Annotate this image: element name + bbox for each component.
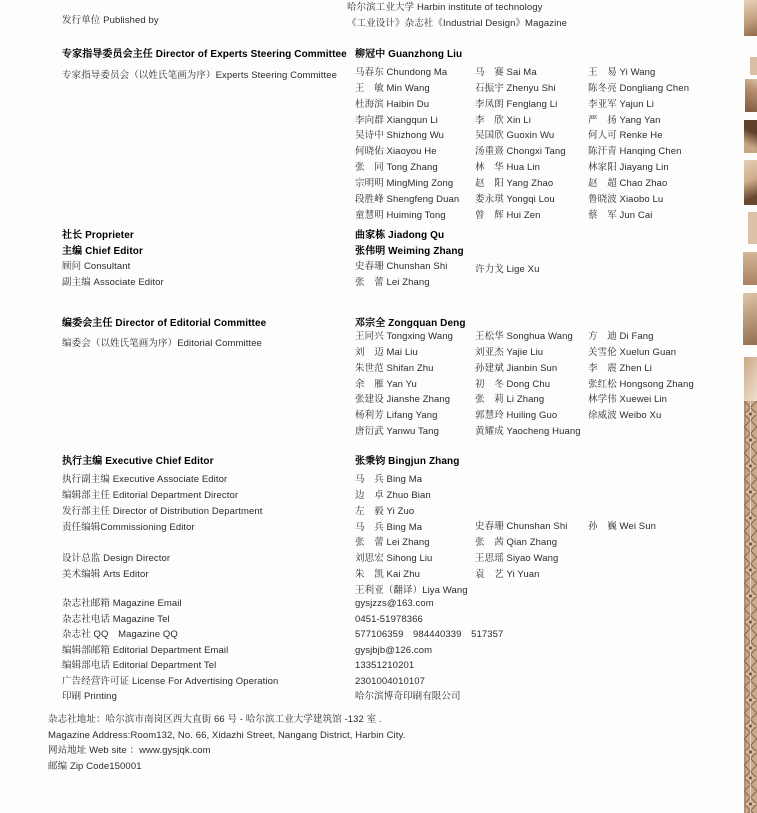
list-item: 577106359 984440339 517357 (355, 629, 504, 640)
list-item: 关雪伦 Xuelun Guan (588, 346, 677, 358)
list-item: 黄耀成 Yaocheng Huang (475, 426, 581, 438)
list-item: 杜海滨 Haibin Du (355, 98, 430, 110)
list-item: 2301004010107 (355, 675, 425, 687)
chief-editor-label: 主编 Chief Editor (62, 245, 143, 257)
list-item: 李 欣 Xin Li (475, 114, 531, 126)
list-item: 林 华 Hua Lin (475, 162, 540, 174)
executive-role-labels (62, 472, 263, 583)
photo-edge-fragment (744, 0, 757, 36)
contact-labels (62, 596, 278, 705)
address-line-cn: 杂志社地址：哈尔滨市南岗区西大直街 66 号 - 哈尔滨工业大学建筑馆 -132 室 . (48, 714, 382, 725)
list-item: 责任编辑Commissioning Editor (62, 521, 195, 533)
list-item: 刘 迈 Mai Liu (355, 346, 418, 358)
list-item (62, 535, 263, 551)
consultant-name-2: 许力戈 Lige Xu (475, 264, 540, 275)
list-item: 林学伟 Xuewei Lin (588, 394, 668, 406)
list-item: 发行部主任 Director of Distribution Department (62, 505, 263, 517)
publisher-label: 发行单位 Published by (62, 15, 159, 26)
list-item: 张红松 Hongsong Zhang (588, 378, 694, 390)
list-item: 执行副主编 Executive Associate Editor (62, 474, 228, 485)
list-item: 李 震 Zhen Li (588, 362, 652, 374)
executive-names-column-1 (355, 472, 468, 599)
footer-address-block (48, 712, 405, 775)
list-item: 严 扬 Yang Yan (588, 114, 661, 126)
editorial-committee-column-1 (355, 329, 453, 440)
list-item: 方 迪 Di Fang (588, 331, 654, 342)
list-item: 宗明明 MingMing Zong (355, 177, 454, 189)
list-item: 林家阳 Jiayang Lin (588, 162, 669, 174)
list-item: 吴国欣 Guoxin Wu (475, 130, 555, 142)
editorial-subtitle: 编委会（以姓氏笔画为序）Editorial Committee (62, 338, 262, 349)
list-item: 汤重熹 Chongxi Tang (475, 146, 566, 158)
editorial-committee-column-3 (588, 329, 694, 424)
executive-chief-editor-name: 张秉钧 Bingjun Zhang (355, 456, 460, 467)
list-item: 何人可 Renke He (588, 130, 663, 142)
list-item: 童慧明 Huiming Tong (355, 209, 446, 221)
photo-edge-fragment (745, 79, 757, 112)
leadership-labels (62, 228, 164, 291)
list-item: 朱 凯 Kai Zhu (355, 569, 420, 581)
photo-edge-fragment (744, 357, 757, 401)
list-item: 王 易 Yi Wang (588, 67, 656, 78)
list-item: 广告经营许可证 License For Advertising Operation (62, 675, 279, 687)
list-item: gysjzzs@163.com (355, 598, 434, 609)
list-item: 初 冬 Dong Chu (475, 378, 551, 390)
editorial-title: 编委会主任 Director of Editorial Committee (62, 318, 267, 329)
contact-values (355, 596, 503, 705)
bamboo-lattice-photo-strip (744, 401, 757, 813)
list-item: 编辑部电话 Editorial Department Tel (62, 660, 217, 671)
list-item: 张建设 Jianshe Zhang (355, 394, 451, 406)
list-item: 李向群 Xiangqun Li (355, 114, 438, 126)
list-item: 哈尔滨博奇印刷有限公司 (355, 691, 461, 702)
proprieter-name: 曲家栋 Jiadong Qu (355, 230, 445, 241)
list-item: 王 敏 Min Wang (355, 82, 430, 94)
list-item: 石振宇 Zhenyu Shi (475, 82, 556, 94)
executive-title: 执行主编 Executive Chief Editor (62, 456, 214, 467)
list-item: 徐威波 Weibo Xu (588, 410, 662, 422)
consultant-name-1: 史春珊 Chunshan Shi (355, 261, 448, 273)
list-item: 张 茜 Qian Zhang (475, 536, 558, 548)
photo-edge-fragment (743, 293, 757, 345)
list-item: 马春东 Chundong Ma (355, 67, 448, 78)
list-item: 娄永琪 Yongqi Lou (475, 193, 555, 205)
list-item: 李凤朗 Fenglang Li (475, 98, 558, 110)
proprieter-label: 社长 Proprieter (62, 230, 134, 241)
list-item: 印刷 Printing (62, 691, 117, 702)
list-item: 郭慧玲 Huiling Guo (475, 410, 558, 422)
list-item: 陈冬亮 Dongliang Chen (588, 82, 690, 94)
list-item: 杂志社 QQ Magazine QQ (62, 629, 178, 640)
list-item: 编辑部主任 Editorial Department Director (62, 489, 239, 501)
list-item: 马 赛 Sai Ma (475, 67, 537, 78)
list-item: 马 兵 Bing Ma (355, 521, 423, 533)
list-item: 李亚军 Yajun Li (588, 98, 654, 110)
publisher-magazine: 《工业设计》杂志社《Industrial Design》Magazine (347, 18, 568, 29)
chief-editor-name: 张伟明 Weiming Zhang (355, 245, 464, 257)
list-item: 史春珊 Chunshan Shi (475, 521, 568, 532)
publisher-university: 哈尔滨工业大学 Harbin institute of technology (347, 2, 543, 13)
executive-names-column-2 (475, 519, 567, 582)
list-item: 赵 超 Chao Zhao (588, 177, 668, 189)
list-item: 13351210201 (355, 660, 415, 671)
list-item: 孙 巍 Wei Sun (588, 521, 656, 532)
list-item: 何晓佑 Xiaoyou He (355, 146, 437, 158)
experts-subtitle: 专家指导委员会（以姓氏笔画为序）Experts Steering Committee (62, 70, 337, 81)
experts-committee-column-1 (355, 65, 459, 223)
associate-editor-name: 张 蕾 Lei Zhang (355, 277, 430, 289)
list-item: 杂志社电话 Magazine Tel (62, 613, 170, 625)
list-item: 余 雁 Yan Yu (355, 378, 417, 390)
list-item: 赵 阳 Yang Zhao (475, 177, 554, 189)
consultant-label: 顾问 Consultant (62, 261, 131, 273)
list-item: 鲁晓波 Xiaobo Lu (588, 193, 664, 205)
website-line: 网站地址 Web site ：www.gysjqk.com (48, 745, 211, 757)
photo-edge-fragment (744, 160, 757, 205)
list-item: 朱世范 Shifan Zhu (355, 362, 434, 374)
experts-title: 专家指导委员会主任 Director of Experts Steering Committee (62, 49, 347, 60)
experts-director-name: 柳冠中 Guanzhong Liu (355, 49, 463, 60)
list-item: 张 莉 Li Zhang (475, 394, 545, 406)
list-item: 王同兴 Tongxing Wang (355, 331, 453, 342)
list-item: 张 同 Tong Zhang (355, 162, 438, 174)
list-item: 段胜峰 Shengfeng Duan (355, 193, 460, 205)
list-item: gysjbjb@126.com (355, 644, 433, 656)
address-line-en: Magazine Address:Room132, No. 66, Xidazhi Street, Nangang District, Harbin City. (48, 729, 406, 741)
list-item: 王思瑶 Siyao Wang (475, 552, 559, 564)
list-item: 编辑部邮箱 Editorial Department Email (62, 644, 229, 656)
zipcode-line: 邮编 Zip Code150001 (48, 761, 142, 773)
editorial-director-name: 邓宗全 Zongquan Deng (355, 318, 466, 329)
list-item: 美术编辑 Arts Editor (62, 569, 149, 581)
list-item: 王利亚（翻译）Liya Wang (355, 584, 468, 596)
list-item: 曾 辉 Hui Zen (475, 209, 541, 221)
photo-edge-fragment (743, 252, 757, 285)
list-item: 0451-51978366 (355, 613, 423, 625)
list-item: 杂志社邮箱 Magazine Email (62, 598, 182, 609)
list-item: 王松华 Songhua Wang (475, 331, 573, 342)
list-item: 吴诗中 Shizhong Wu (355, 130, 444, 142)
executive-names-column-3 (588, 519, 656, 535)
list-item: 刘思宏 Sihong Liu (355, 553, 433, 565)
list-item: 孙建斌 Jianbin Sun (475, 362, 558, 374)
list-item: 杨利芳 Lifang Yang (355, 410, 438, 422)
photo-edge-fragment (744, 120, 757, 153)
list-item: 边 卓 Zhuo Bian (355, 489, 431, 501)
list-item: 陈汗青 Hanqing Chen (588, 146, 682, 158)
photo-edge-fragment (750, 57, 757, 75)
list-item: 马 兵 Bing Ma (355, 474, 423, 485)
list-item: 唐衍武 Yanwu Tang (355, 426, 439, 438)
associate-editor-label: 副主编 Associate Editor (62, 277, 164, 289)
list-item: 张 蕾 Lei Zhang (355, 537, 430, 549)
experts-committee-column-3 (588, 65, 689, 223)
list-item: 袁 艺 Yi Yuan (475, 568, 540, 580)
editorial-committee-column-2 (475, 329, 581, 440)
list-item: 左 毅 Yi Zuo (355, 505, 415, 517)
list-item: 设计总监 Design Director (62, 553, 171, 565)
list-item: 刘亚杰 Yajie Liu (475, 346, 544, 358)
list-item: 蔡 军 Jun Cai (588, 209, 653, 221)
photo-edge-fragment (748, 212, 757, 244)
experts-committee-column-2 (475, 65, 566, 223)
leadership-names (355, 228, 464, 291)
